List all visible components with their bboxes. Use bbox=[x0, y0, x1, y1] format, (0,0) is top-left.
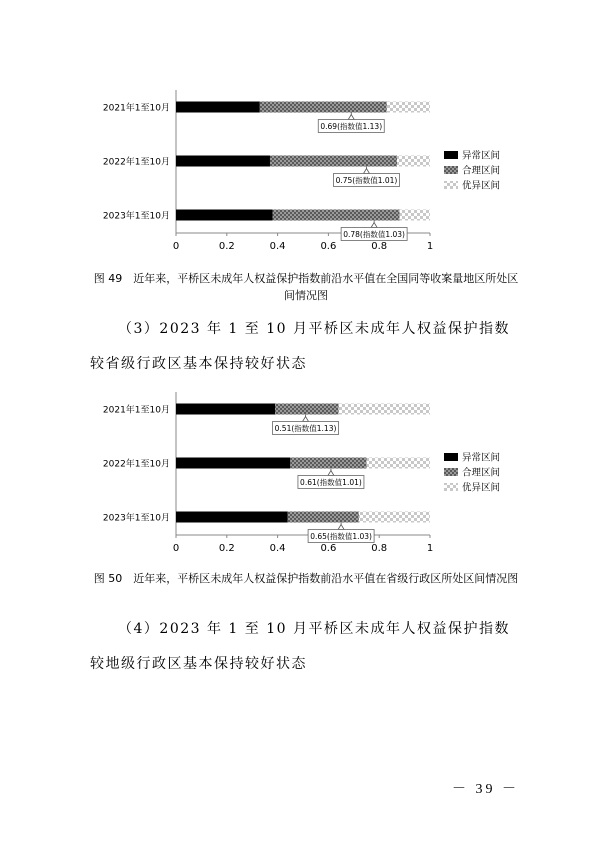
annotation-label: 0.78(指数值1.03) bbox=[343, 230, 406, 239]
legend-label: 异常区间 bbox=[462, 452, 501, 464]
legend-swatch bbox=[444, 483, 458, 491]
bar-segment-reasonable bbox=[270, 156, 397, 167]
annotation-label: 0.51(指数值1.13) bbox=[274, 424, 337, 433]
bar-segment-excellent bbox=[397, 156, 430, 167]
annotation-arrow bbox=[338, 525, 344, 530]
bar-segment-abnormal bbox=[176, 512, 288, 523]
bar-segment-reasonable bbox=[275, 404, 339, 415]
annotation-label: 0.75(指数值1.01) bbox=[335, 176, 398, 185]
bar-segment-excellent bbox=[359, 512, 430, 523]
legend-label: 优异区间 bbox=[462, 180, 501, 192]
legend-swatch bbox=[444, 453, 458, 461]
bar-segment-excellent bbox=[387, 102, 430, 113]
category-label: 2023年1至10月 bbox=[102, 513, 170, 524]
bar-segment-abnormal bbox=[176, 156, 270, 167]
x-tick-label: 0.8 bbox=[371, 543, 388, 554]
figure-49-caption: 图 49 近年来，平桥区未成年人权益保护指数前沿水平值在全国同等收案量地区所处区间情况图 bbox=[93, 272, 519, 302]
bar-segment-excellent bbox=[400, 210, 430, 221]
bar-segment-abnormal bbox=[176, 102, 260, 113]
annotation-label: 0.61(指数值1.01) bbox=[300, 478, 362, 487]
category-label: 2023年1至10月 bbox=[102, 211, 170, 222]
category-label: 2022年1至10月 bbox=[102, 459, 170, 470]
bar-segment-reasonable bbox=[260, 102, 387, 113]
legend-swatch bbox=[444, 181, 458, 189]
annotation-label: 0.69(指数值1.13) bbox=[320, 122, 383, 131]
bar-segment-excellent bbox=[339, 404, 430, 415]
legend-swatch bbox=[444, 468, 458, 476]
paragraph-4: （4）2023 年 1 至 10 月平桥区未成年人权益保护指数较地级行政区基本保持较好状态 bbox=[90, 621, 511, 672]
category-label: 2022年1至10月 bbox=[102, 157, 170, 168]
annotation-arrow bbox=[364, 169, 370, 174]
paragraph-3: （3）2023 年 1 至 10 月平桥区未成年人权益保护指数较省级行政区基本保持较好状态 bbox=[90, 321, 511, 372]
x-tick-label: 0.2 bbox=[218, 543, 235, 554]
x-tick-label: 0.4 bbox=[269, 543, 286, 554]
x-tick-label: 0.2 bbox=[218, 241, 235, 252]
legend-label: 合理区间 bbox=[462, 165, 501, 177]
x-tick-label: 0.4 bbox=[269, 241, 286, 252]
x-tick-label: 0 bbox=[172, 241, 180, 252]
legend-label: 合理区间 bbox=[462, 467, 501, 479]
annotation-arrow bbox=[371, 223, 377, 228]
annotation-label: 0.65(指数值1.03) bbox=[310, 532, 372, 541]
legend-label: 优异区间 bbox=[462, 482, 501, 494]
x-tick-label: 0.6 bbox=[320, 543, 337, 554]
category-label: 2021年1至10月 bbox=[102, 103, 170, 114]
bar-segment-reasonable bbox=[288, 512, 359, 523]
bar-segment-reasonable bbox=[273, 210, 400, 221]
x-tick-label: 1 bbox=[426, 543, 434, 554]
bar-segment-abnormal bbox=[176, 210, 273, 221]
legend-swatch bbox=[444, 166, 458, 174]
annotation-arrow bbox=[348, 115, 354, 120]
bar-segment-reasonable bbox=[290, 458, 366, 469]
x-tick-label: 0.6 bbox=[320, 241, 337, 252]
annotation-arrow bbox=[303, 417, 309, 422]
bar-segment-excellent bbox=[367, 458, 431, 469]
figure-50-caption: 图 50 近年来，平桥区未成年人权益保护指数前沿水平值在省级行政区所处区间情况图 bbox=[93, 572, 519, 585]
chart-national-intervals bbox=[0, 90, 600, 350]
x-tick-label: 1 bbox=[426, 241, 434, 252]
x-tick-label: 0.8 bbox=[371, 241, 388, 252]
page-number: － 39 － bbox=[452, 782, 519, 797]
annotation-arrow bbox=[328, 471, 334, 476]
category-label: 2021年1至10月 bbox=[102, 405, 170, 416]
bar-segment-abnormal bbox=[176, 458, 290, 469]
legend-label: 异常区间 bbox=[462, 150, 501, 162]
legend-swatch bbox=[444, 151, 458, 159]
x-tick-label: 0 bbox=[172, 543, 180, 554]
bar-segment-abnormal bbox=[176, 404, 275, 415]
